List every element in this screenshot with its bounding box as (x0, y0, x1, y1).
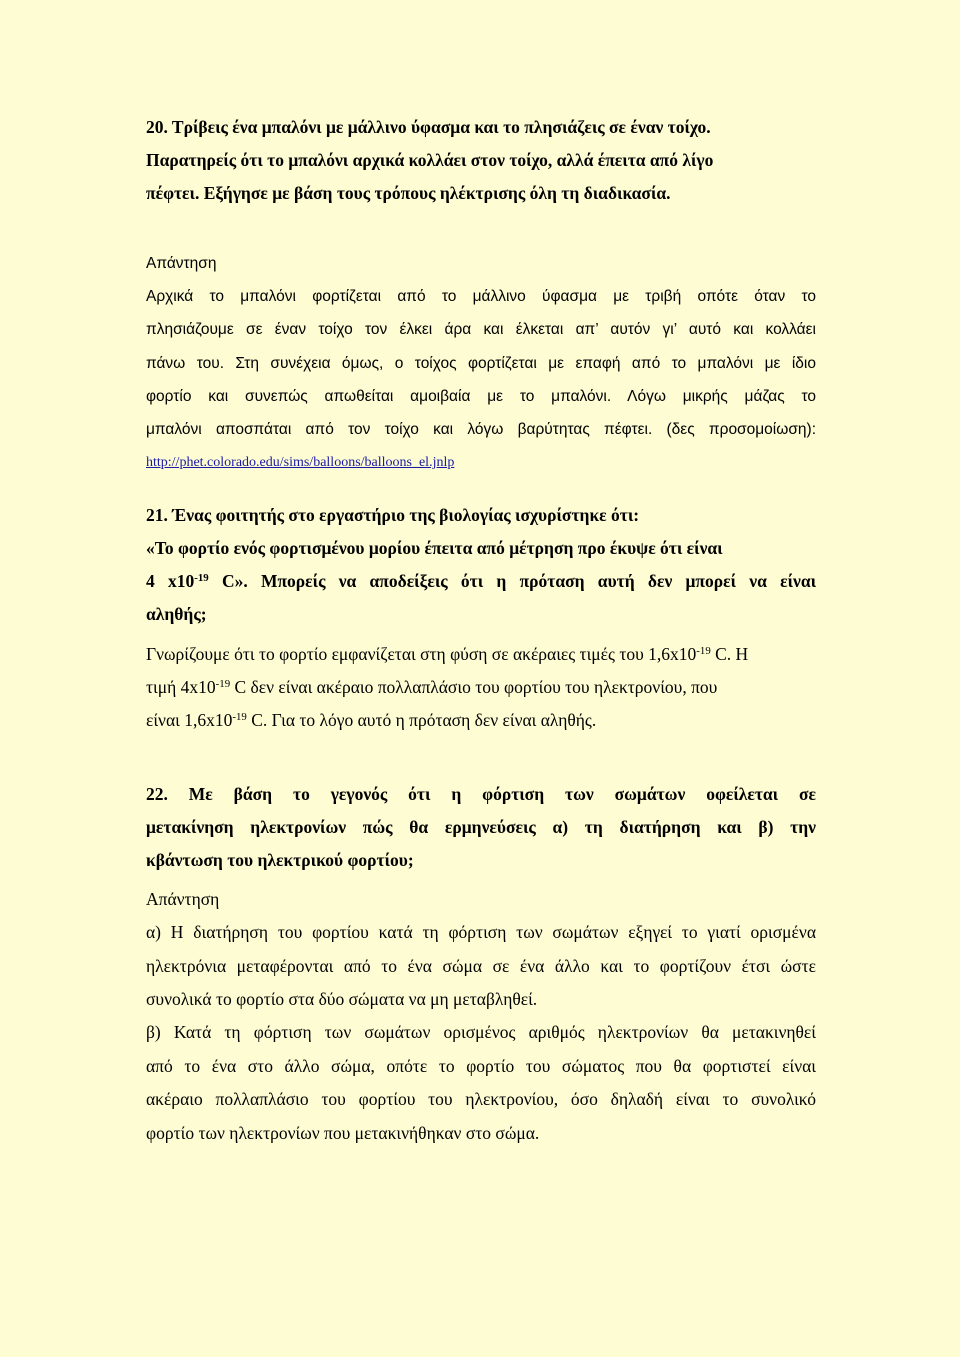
simulation-link-text[interactable]: http://phet.colorado.edu/sims/balloons/balloons_el.jnlp (146, 455, 455, 470)
q20-answer-line-4: φορτίο και συνεπώς απωθείται αμοιβαία με το μπαλόνι. Λόγω μικρής μάζας το (146, 388, 816, 405)
q21-answer-line-2 (146, 679, 816, 697)
q20-answer-line-2: πλησιάζουμε σε έναν τοίχο τον έλκει άρα και έλκεται απ’ αυτόν γι’ αυτό και κολλάει (146, 321, 816, 338)
q22-answer-line-3: συνολικά το φορτίο στα δύο σώματα να μη μεταβληθεί. (146, 989, 538, 1009)
q20-title-line-2: Παρατηρείς ότι το μπαλόνι αρχικά κολλάει στον τοίχο, αλλά έπειτα από λίγο (146, 150, 714, 170)
q21-title-line-2: «Το φορτίο ενός φορτισμένου μορίου έπειτα από μέτρηση προ έκυψε ότι είναι (146, 538, 723, 558)
q21-title-line-1: 21. Ένας φοιτητής στο εργαστήριο της βιολογίας ισχυρίστηκε ότι: (146, 505, 640, 525)
q22-answer-label: Απάντηση (146, 889, 220, 909)
q22-title-line-3: κβάντωση του ηλεκτρικού φορτίου; (146, 850, 414, 870)
q22-title-line-1: 22. Με βάση το γεγονός ότι η φόρτιση των σωμάτων οφείλεται σε (146, 784, 816, 804)
q21-answer-line-3 (146, 712, 816, 730)
q20-title-line-3: πέφτει. Εξήγησε με βάση τους τρόπους ηλέκτρισης όλη τη διαδικασία. (146, 183, 671, 203)
q21-answer-2-text: τιμή 4x10 (146, 677, 216, 697)
q21-answer-2-tail: C δεν είναι ακέραιο πολλαπλάσιο του φορτίου του ηλεκτρονίου, που (230, 677, 718, 697)
q21-answer-line-1 (146, 646, 816, 664)
q22-answer-line-1: α) Η διατήρηση του φορτίου κατά τη φόρτιση των σωμάτων εξηγεί το γιατί ορισμένα (146, 922, 816, 942)
q22-answer-line-6: ακέραιο πολλαπλάσιο του φορτίου του ηλεκτρονίου, όσο δηλαδή είναι το συνολικό (146, 1089, 816, 1109)
q22-answer-line-7: φορτίο των ηλεκτρονίων που μετακινήθηκαν στο σώμα. (146, 1123, 540, 1143)
q20-answer-label: Απάντηση (146, 255, 217, 272)
q21-answer-1-tail: C. Η (710, 644, 749, 664)
q20-title-line-1: 20. Τρίβεις ένα μπαλόνι με μάλλινο ύφασμα και το πλησιάζεις σε έναν τοίχο. (146, 117, 711, 137)
q22-title-line-2: μετακίνηση ηλεκτρονίων πώς θα ερμηνεύσεις α) τη διατήρηση και β) την (146, 817, 816, 837)
q21-value: 4 x10 (146, 571, 195, 591)
q20-answer-line-1: Αρχικά το μπαλόνι φορτίζεται από το μάλλινο ύφασμα με τριβή οπότε όταν το (146, 288, 816, 305)
q21-answer-3-exponent: -19 (232, 711, 247, 724)
q22-answer-line-5: από το ένα στο άλλο σώμα, οπότε το φορτίο του σώματος που θα φορτιστεί είναι (146, 1056, 816, 1076)
q20-simulation-link[interactable] (146, 454, 816, 470)
q21-answer-3-tail: C. Για το λόγο αυτό η πρόταση δεν είναι αληθής. (246, 710, 597, 730)
q21-title-line-4: αληθής; (146, 604, 207, 624)
q20-answer-line-3: πάνω του. Στη συνέχεια όμως, ο τοίχος φορτίζεται με επαφή από το μπαλόνι με ίδιο (146, 355, 816, 372)
q22-answer-line-4: β) Κατά τη φόρτιση των σωμάτων ορισμένος αριθμός ηλεκτρονίων θα μετακινηθεί (146, 1022, 816, 1042)
q20-answer-line-5: μπαλόνι αποσπάται από τον τοίχο και λόγω βαρύτητας πέφτει. (δες προσομοίωση): (146, 421, 816, 438)
q21-question: C». Μπορείς να αποδείξεις ότι η πρόταση αυτή δεν μπορεί να είναι (208, 571, 817, 591)
q21-answer-2-exponent: -19 (215, 678, 231, 691)
q21-exponent: -19 (194, 572, 209, 585)
q21-title-line-3 (146, 573, 816, 591)
q21-answer-1-exponent: -19 (696, 645, 711, 658)
q21-answer-1-text: Γνωρίζουμε ότι το φορτίο εμφανίζεται στη φύση σε ακέραιες τιμές του 1,6x10 (146, 644, 697, 664)
q21-answer-3-text: είναι 1,6x10 (146, 710, 233, 730)
q22-answer-line-2: ηλεκτρόνια μεταφέρονται από το ένα σώμα σε ένα άλλο και το φορτίζουν έτσι ώστε (146, 956, 816, 976)
